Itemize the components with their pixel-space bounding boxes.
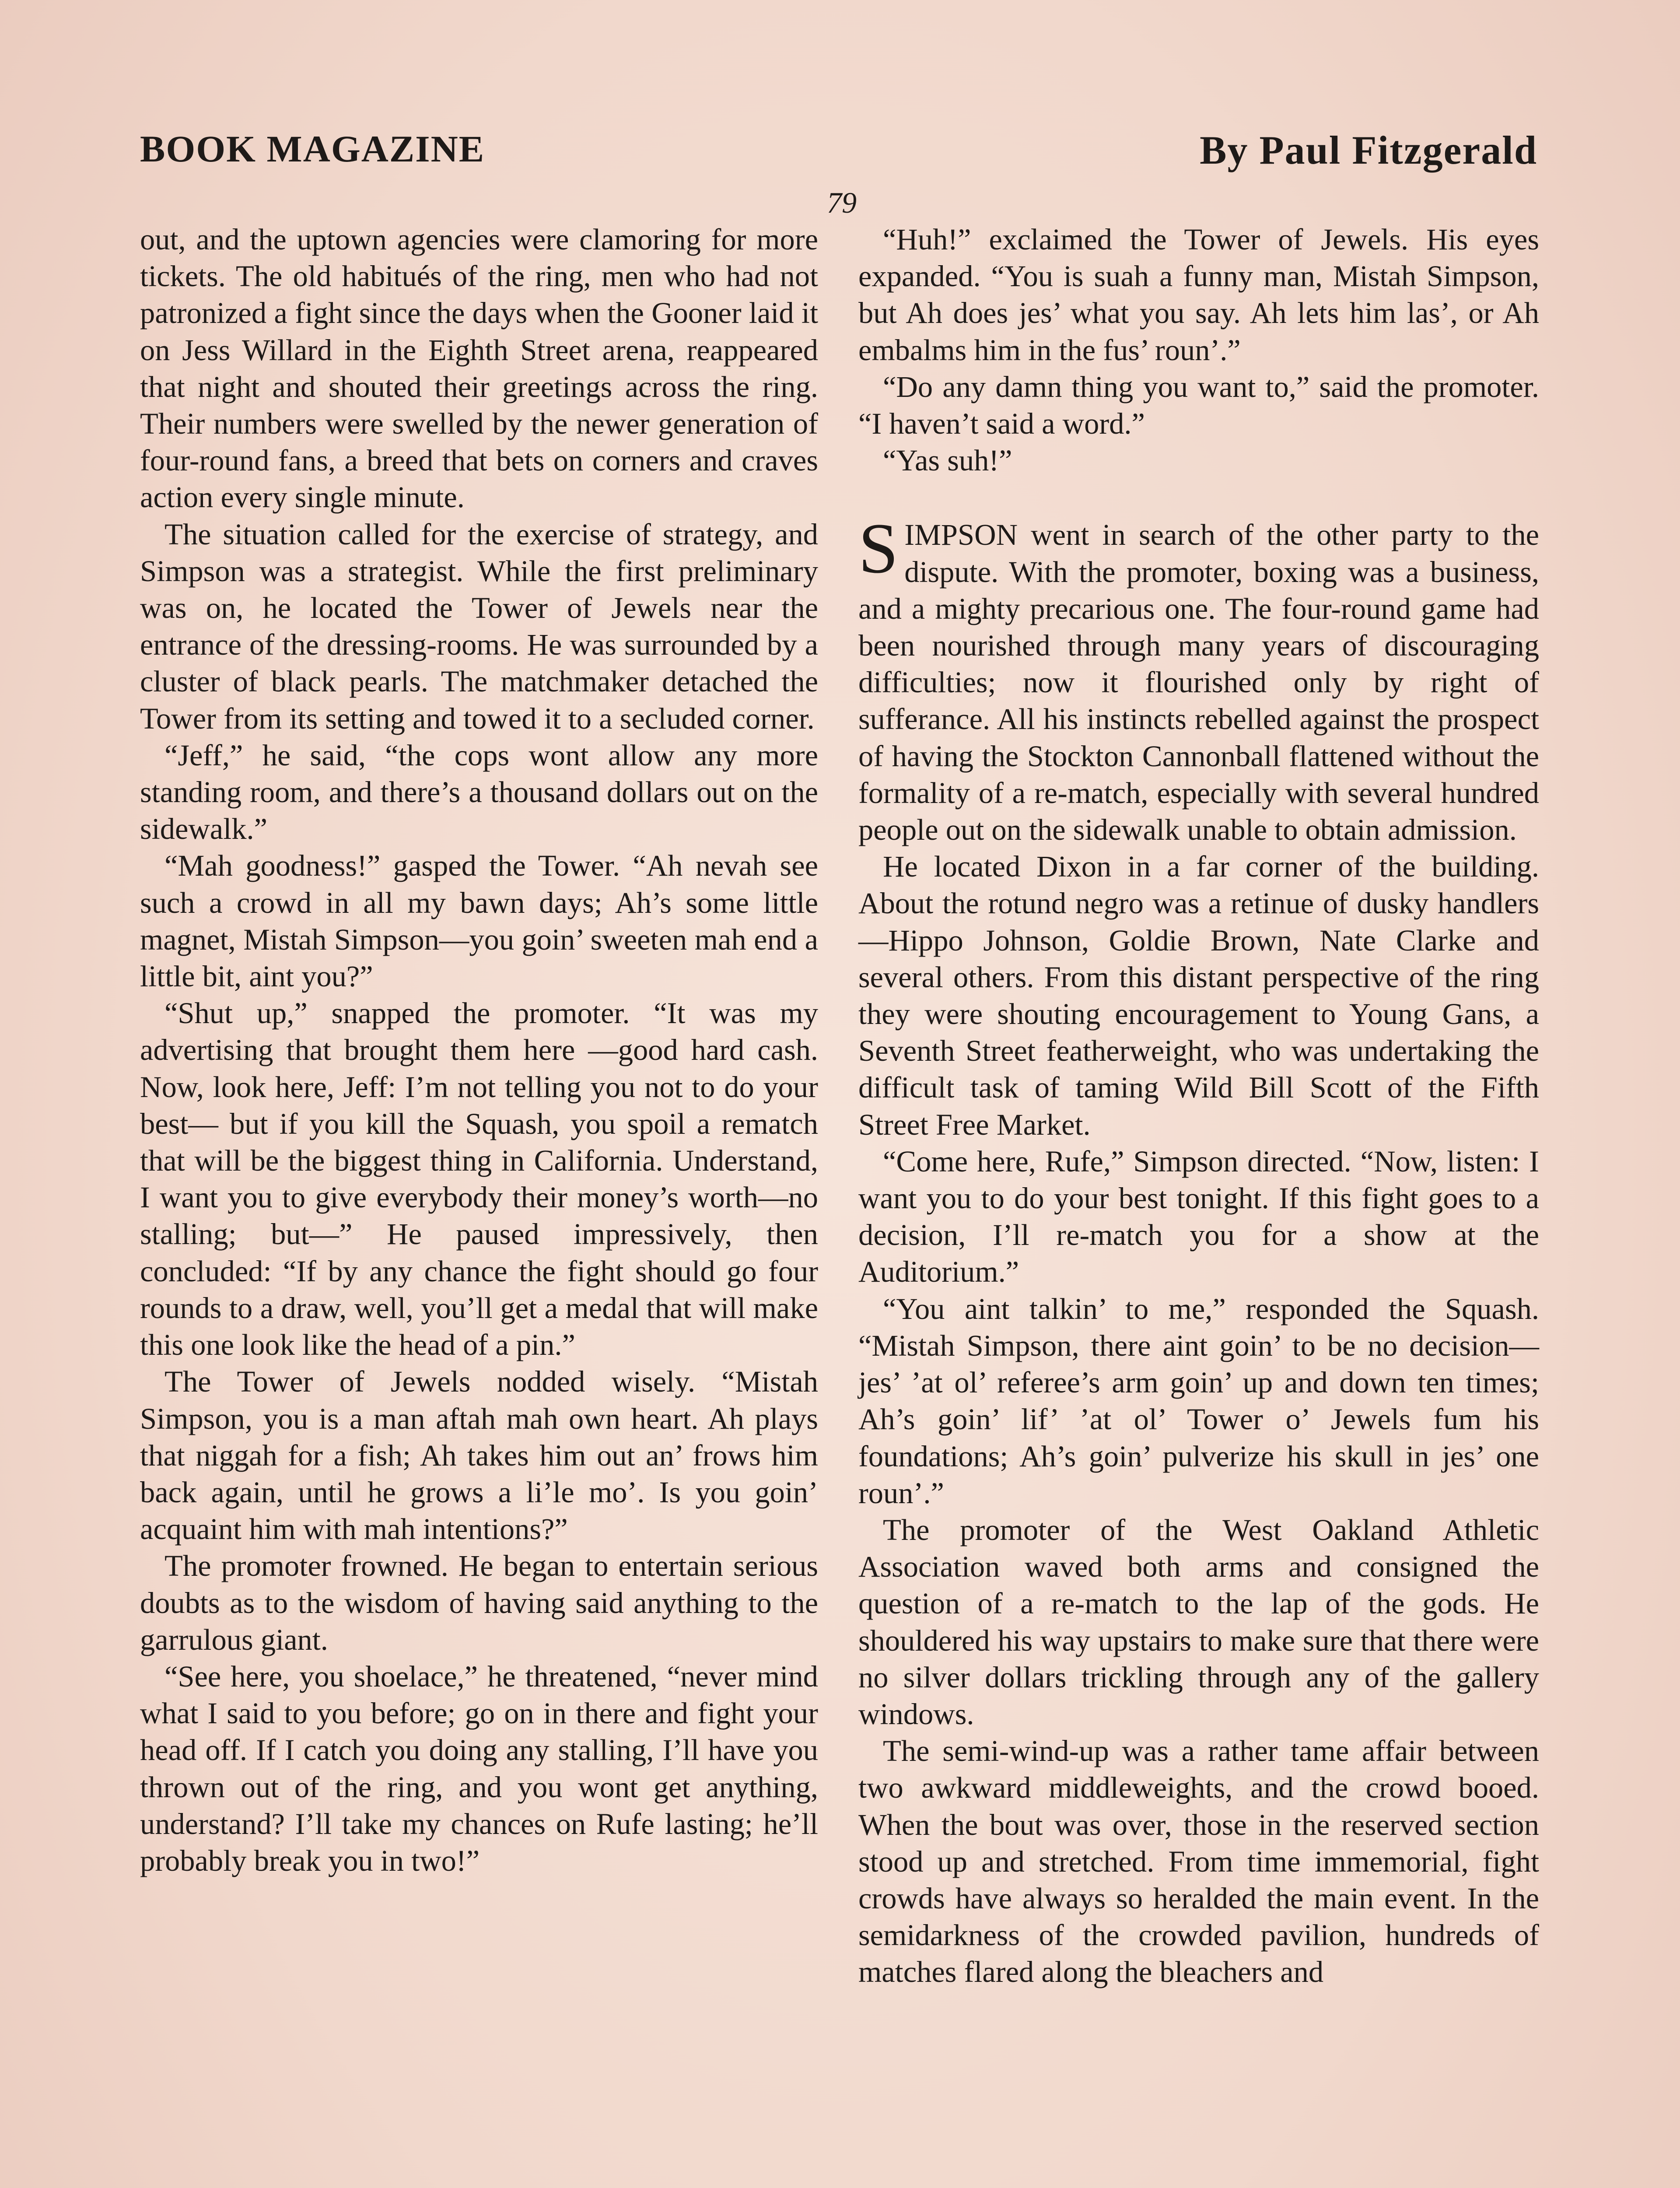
magazine-title: BOOK MAGAZINE — [140, 128, 485, 170]
paragraph: The semi-wind-up was a rather tame affair between two awkward middleweights, and the crowd booed. When the bout was over, those in the reserved section stood up and stretched. From time immemorial, fight crowds have always so heralded the main event. In the semidarkness of the crowded pavilion, hundreds of matches flared along the bleachers and — [858, 1734, 1539, 1989]
paragraph: The Tower of Jewels nodded wisely. “Mistah Simpson, you is a man aftah mah own heart. Ah plays that niggah for a fish; Ah takes him out an’ frows him back again, until he grows a li’le mo’. Is you goin’ acquaint him with mah intentions?” — [140, 1365, 818, 1546]
paragraph: The promoter frowned. He began to entertain serious doubts as to the wisdom of having said anything to the garrulous giant. — [140, 1549, 818, 1656]
left-column — [140, 221, 818, 1879]
paragraph: “Shut up,” snapped the promoter. “It was my advertising that brought them here —good hard cash. Now, look here, Jeff: I’m not telling you not to do your best— but if you kill the Squash, you spoil a rematch that will be the biggest thing in California. Understand, I want you to give everybody their money’s worth—no stalling; but—” He paused impressively, then concluded: “If by any chance the fight should go four rounds to a draw, well, you’ll get a medal that will make this one look like the head of a pin.” — [140, 996, 818, 1362]
section-opening-paragraph — [858, 509, 1539, 848]
page-number: 79 — [827, 186, 857, 219]
paragraph: “Come here, Rufe,” Simpson directed. “Now, listen: I want you to do your best tonight. If this fight goes to a decision, I’ll re-match you for a show at the Auditorium.” — [858, 1144, 1539, 1289]
paragraph: “Huh!” exclaimed the Tower of Jewels. His eyes expanded. “You is suah a funny man, Mistah Simpson, but Ah does jes’ what you say. Ah lets him las’, or Ah embalms him in the fus’ roun’.” — [858, 223, 1539, 367]
paragraph: The promoter of the West Oakland Athletic Association waved both arms and consigned the question of a re-match to the lap of the gods. He shouldered his way upstairs to make sure that there were no silver dollars trickling through any of the gallery windows. — [858, 1513, 1539, 1731]
paragraph: “Mah goodness!” gasped the Tower. “Ah nevah see such a crowd in all my bawn days; Ah’s some little magnet, Mistah Simpson—you goin’ sweeten mah end a little bit, aint you?” — [140, 849, 818, 993]
drop-cap: S — [858, 509, 899, 589]
paragraph: “Jeff,” he said, “the cops wont allow any more standing room, and there’s a thousand dollars out on the sidewalk.” — [140, 738, 818, 846]
paragraph: out, and the uptown agencies were clamoring for more tickets. The old habitués of the ring, men who had not patronized a fight since the days when the Gooner laid it on Jess Willard in the Eighth Street arena, reappeared that night and shouted their greetings across the ring. Their numbers were swelled by the newer generation of four-round fans, a breed that bets on corners and craves action every single minute. — [140, 223, 818, 514]
paragraph: “Yas suh!” — [883, 444, 1012, 477]
section-break — [858, 479, 1539, 516]
paragraph: “See here, you shoelace,” he threatened, “never mind what I said to you before; go on in there and fight your head off. If I catch you doing any stalling, I’ll have you thrown out of the ring, and you wont get anything, understand? I’ll take my chances on Rufe lasting; he’ll probably break you in two!” — [140, 1659, 818, 1877]
author-byline: By Paul Fitzgerald — [1200, 128, 1537, 172]
paragraph: “You aint talkin’ to me,” responded the Squash. “Mistah Simpson, there aint goin’ to be no decision—jes’ ’at ol’ referee’s arm goin’ up and down ten times; Ah’s goin’ lif’ ’at ol’ Tower o’ Jewels fum his foundations; Ah’s goin’ pulverize his skull in jes’ one roun’.” — [858, 1292, 1539, 1510]
right-column — [858, 221, 1539, 1991]
paragraph: “Do any damn thing you want to,” said the promoter. “I haven’t said a word.” — [858, 370, 1539, 441]
paragraph: He located Dixon in a far corner of the building. About the rotund negro was a retinue of dusky handlers—Hippo Johnson, Goldie Brown, Nate Clarke and several others. From this distant perspective of the ring they were shouting encouragement to Young Gans, a Seventh Street featherweight, who was undertaking the difficult task of taming Wild Bill Scott of the Fifth Street Free Market. — [858, 850, 1539, 1141]
paragraph: The situation called for the exercise of strategy, and Simpson was a strategist. While the first preliminary was on, he located the Tower of Jewels near the entrance of the dressing-rooms. He was surrounded by a cluster of black pearls. The matchmaker detached the Tower from its setting and towed it to a secluded corner. — [140, 517, 818, 735]
paragraph-text: IMPSON went in search of the other party to the dispute. With the promoter, boxing was a business, and a mighty precarious one. The four-round game had been nourished through many years of discouraging difficulties; now it flourished only by right of sufferance. All his instincts rebelled against the prospect of having the Stockton Cannonball flattened without the formality of a re-match, especially with several hundred people out on the sidewalk unable to obtain admission. — [858, 518, 1539, 847]
